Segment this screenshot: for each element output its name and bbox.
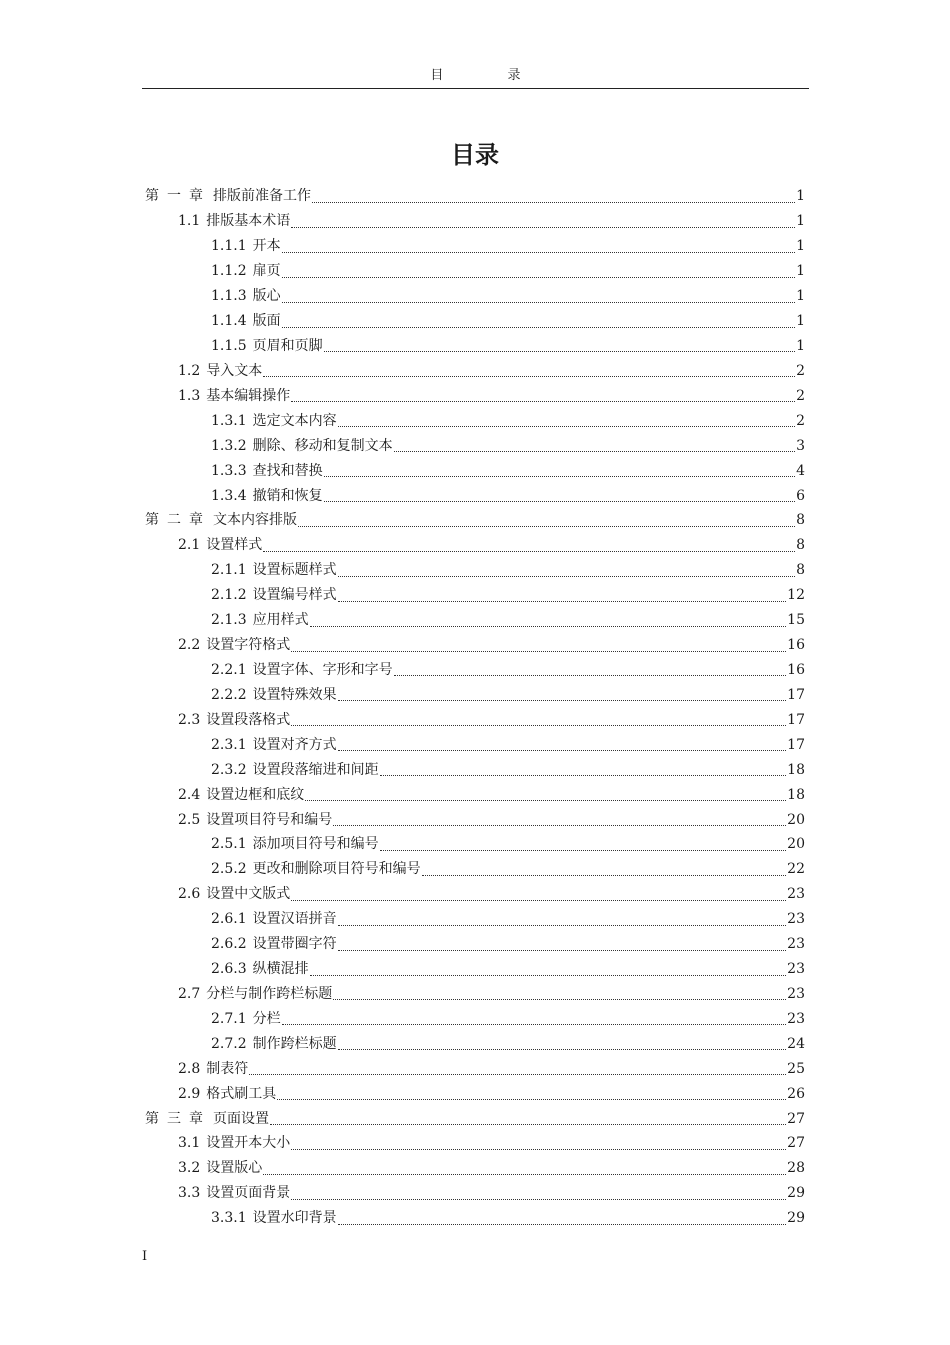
toc-entry-title: 设置版心 <box>206 1160 263 1177</box>
toc-entry[interactable] <box>0 682 950 707</box>
toc-entry[interactable] <box>0 1206 950 1231</box>
toc-entry-page: 26 <box>787 1085 805 1102</box>
toc-entry-title: 设置段落缩进和间距 <box>252 761 379 778</box>
toc-entry[interactable] <box>0 658 950 683</box>
toc-dot-leader <box>338 426 795 427</box>
toc-entry-page: 1 <box>796 313 805 330</box>
toc-dot-leader <box>324 351 795 352</box>
toc-dot-leader <box>333 825 786 826</box>
toc-entry-title: 开本 <box>252 238 281 255</box>
toc-dot-leader <box>263 376 795 377</box>
toc-dot-leader <box>270 1124 786 1125</box>
toc-entry-title: 撤销和恢复 <box>252 487 323 504</box>
toc-entry[interactable] <box>0 309 950 334</box>
toc-entry-page: 22 <box>787 861 805 878</box>
toc-entry-page: 3 <box>796 437 805 454</box>
toc-entry-title: 设置开本大小 <box>206 1135 291 1152</box>
toc-entry-number: 2.6.3 <box>211 961 247 978</box>
toc-dot-leader <box>338 750 787 751</box>
toc-entry[interactable] <box>0 707 950 732</box>
toc-entry-page: 1 <box>796 288 805 305</box>
toc-entry-title: 设置对齐方式 <box>252 736 337 753</box>
toc-entry-title: 排版基本术语 <box>206 213 291 230</box>
toc-entry-number: 第二章 <box>145 512 211 529</box>
toc-dot-leader <box>422 875 787 876</box>
toc-entry-number: 2.1.3 <box>211 612 247 629</box>
toc-entry-number: 2.2 <box>178 637 201 654</box>
toc-entry[interactable] <box>0 1156 950 1181</box>
toc-dot-leader <box>338 700 787 701</box>
toc-entry-title: 添加项目符号和编号 <box>252 836 379 853</box>
toc-entry-title: 页眉和页脚 <box>252 337 323 354</box>
toc-entry[interactable] <box>0 857 950 882</box>
toc-entry-title: 基本编辑操作 <box>206 387 291 404</box>
toc-dot-leader <box>282 302 795 303</box>
toc-entry-title: 选定文本内容 <box>252 412 337 429</box>
toc-entry[interactable] <box>0 957 950 982</box>
toc-dot-leader <box>282 277 795 278</box>
toc-entry-page: 1 <box>796 213 805 230</box>
toc-entry-title: 格式刷工具 <box>206 1085 277 1102</box>
toc-dot-leader <box>291 1149 786 1150</box>
toc-entry-page: 23 <box>787 886 805 903</box>
toc-entry-number: 1.3 <box>178 387 201 404</box>
toc-entry-number: 1.1.1 <box>211 238 247 255</box>
toc-entry-title: 设置标题样式 <box>252 562 337 579</box>
toc-dot-leader <box>338 1049 787 1050</box>
toc-entry-number: 1.1 <box>178 213 201 230</box>
toc-entry-title: 设置汉语拼音 <box>252 911 337 928</box>
toc-dot-leader <box>263 1174 786 1175</box>
toc-entry-number: 2.7 <box>178 985 201 1002</box>
toc-entry-number: 2.5.1 <box>211 836 247 853</box>
toc-entry[interactable] <box>0 508 950 533</box>
toc-entry[interactable] <box>0 757 950 782</box>
toc-entry-page: 2 <box>796 362 805 379</box>
toc-entry[interactable] <box>0 1006 950 1031</box>
toc-dot-leader <box>333 999 786 1000</box>
toc-dot-leader <box>263 551 795 552</box>
toc-entry-number: 3.2 <box>178 1160 201 1177</box>
toc-entry-number: 1.1.4 <box>211 313 247 330</box>
toc-entry-title: 文本内容排版 <box>213 512 297 529</box>
toc-entry-number: 2.3 <box>178 711 201 728</box>
toc-entry-page: 18 <box>787 786 805 803</box>
toc-entry[interactable] <box>0 1106 950 1131</box>
toc-entry-number: 2.5 <box>178 811 201 828</box>
toc-dot-leader <box>291 1199 786 1200</box>
toc-entry-page: 2 <box>796 412 805 429</box>
page-header-text: 目 录 <box>430 68 551 83</box>
toc-entry-number: 2.6.2 <box>211 936 247 953</box>
toc-dot-leader <box>394 451 795 452</box>
toc-entry[interactable] <box>0 932 950 957</box>
toc-entry-page: 8 <box>796 537 805 554</box>
toc-entry-number: 第一章 <box>145 188 211 205</box>
toc-dot-leader <box>338 1224 787 1225</box>
toc-entry[interactable] <box>0 408 950 433</box>
toc-entry-number: 2.2.2 <box>211 686 247 703</box>
toc-entry-number: 2.6.1 <box>211 911 247 928</box>
toc-entry-number: 2.1.2 <box>211 587 247 604</box>
document-title: 目录 <box>451 141 499 169</box>
toc-entry[interactable] <box>0 533 950 558</box>
toc-entry-page: 27 <box>787 1110 805 1127</box>
toc-entry-number: 1.1.3 <box>211 288 247 305</box>
toc-entry-page: 20 <box>787 811 805 828</box>
toc-entry[interactable] <box>0 284 950 309</box>
toc-dot-leader <box>380 850 787 851</box>
toc-entry-number: 2.6 <box>178 886 201 903</box>
toc-dot-leader <box>282 252 795 253</box>
toc-entry-number: 2.5.2 <box>211 861 247 878</box>
toc-entry-page: 6 <box>796 487 805 504</box>
toc-dot-leader <box>277 1099 786 1100</box>
toc-entry[interactable] <box>0 433 950 458</box>
toc-entry-title: 导入文本 <box>206 362 263 379</box>
toc-entry-page: 12 <box>787 587 805 604</box>
toc-entry[interactable] <box>0 483 950 508</box>
toc-entry-page: 23 <box>787 911 805 928</box>
toc-entry-title: 页面设置 <box>213 1110 269 1127</box>
toc-entry-page: 1 <box>796 337 805 354</box>
toc-entry-number: 2.2.1 <box>211 661 247 678</box>
toc-entry-number: 3.3.1 <box>211 1210 247 1227</box>
toc-entry-title: 设置边框和底纹 <box>206 786 305 803</box>
toc-entry-title: 设置页面背景 <box>206 1185 291 1202</box>
toc-entry-title: 查找和替换 <box>252 462 323 479</box>
toc-entry-title: 设置段落格式 <box>206 711 291 728</box>
toc-entry-page: 1 <box>796 263 805 280</box>
toc-entry-title: 设置带圈字符 <box>252 936 337 953</box>
toc-entry[interactable] <box>0 234 950 259</box>
toc-entry-title: 设置特殊效果 <box>252 686 337 703</box>
toc-entry-number: 1.2 <box>178 362 201 379</box>
toc-dot-leader <box>282 327 795 328</box>
toc-entry[interactable] <box>0 608 950 633</box>
toc-entry-number: 2.7.2 <box>211 1035 247 1052</box>
toc-entry-number: 1.3.3 <box>211 462 247 479</box>
toc-dot-leader <box>305 800 786 801</box>
toc-entry-title: 设置水印背景 <box>252 1210 337 1227</box>
toc-entry-page: 8 <box>796 562 805 579</box>
toc-entry-page: 27 <box>787 1135 805 1152</box>
toc-entry[interactable] <box>0 259 950 284</box>
toc-entry-number: 1.3.2 <box>211 437 247 454</box>
toc-entry-page: 15 <box>787 612 805 629</box>
toc-entry-number: 2.9 <box>178 1085 201 1102</box>
toc-entry-title: 版面 <box>252 313 281 330</box>
toc-entry[interactable] <box>0 583 950 608</box>
page-footer-number: I <box>142 1249 148 1264</box>
toc-entry-page: 17 <box>787 686 805 703</box>
toc-entry[interactable] <box>0 383 950 408</box>
toc-entry-page: 29 <box>787 1210 805 1227</box>
toc-dot-leader <box>394 675 787 676</box>
toc-entry-page: 16 <box>787 637 805 654</box>
toc-entry-title: 设置样式 <box>206 537 263 554</box>
toc-entry-page: 4 <box>796 462 805 479</box>
toc-entry-title: 制表符 <box>206 1060 249 1077</box>
toc-entry-number: 2.1.1 <box>211 562 247 579</box>
toc-entry-number: 第三章 <box>145 1110 211 1127</box>
toc-entry[interactable] <box>0 358 950 383</box>
toc-entry-title: 设置编号样式 <box>252 587 337 604</box>
toc-entry-page: 16 <box>787 661 805 678</box>
toc-entry-title: 更改和删除项目符号和编号 <box>252 861 421 878</box>
toc-entry-number: 2.3.1 <box>211 736 247 753</box>
toc-entry[interactable] <box>0 633 950 658</box>
toc-entry-page: 24 <box>787 1035 805 1052</box>
toc-entry[interactable] <box>0 982 950 1007</box>
toc-entry-page: 2 <box>796 387 805 404</box>
toc-entry-page: 17 <box>787 736 805 753</box>
toc-entry[interactable] <box>0 184 950 209</box>
toc-entry-title: 设置字体、字形和字号 <box>252 661 393 678</box>
toc-entry-number: 3.1 <box>178 1135 201 1152</box>
toc-entry-page: 23 <box>787 936 805 953</box>
toc-entry-title: 应用样式 <box>252 612 309 629</box>
toc-entry-number: 2.4 <box>178 786 201 803</box>
toc-dot-leader <box>291 227 795 228</box>
toc-entry-title: 排版前准备工作 <box>213 188 311 205</box>
page-header <box>142 66 809 89</box>
toc-entry-title: 版心 <box>252 288 281 305</box>
toc-dot-leader <box>380 775 787 776</box>
toc-entry-page: 23 <box>787 961 805 978</box>
toc-entry-number: 2.7.1 <box>211 1010 247 1027</box>
toc-entry[interactable] <box>0 334 950 359</box>
toc-entry[interactable] <box>0 732 950 757</box>
toc-entry-title: 分栏 <box>252 1010 281 1027</box>
toc-entry-title: 制作跨栏标题 <box>252 1035 337 1052</box>
toc-entry-page: 17 <box>787 711 805 728</box>
toc-dot-leader <box>282 1024 787 1025</box>
toc-entry[interactable] <box>0 209 950 234</box>
toc-entry[interactable] <box>0 807 950 832</box>
toc-entry-number: 2.1 <box>178 537 201 554</box>
toc-dot-leader <box>310 626 787 627</box>
toc-entry[interactable] <box>0 1181 950 1206</box>
table-of-contents <box>0 184 950 1231</box>
toc-dot-leader <box>324 501 795 502</box>
toc-dot-leader <box>338 925 787 926</box>
toc-dot-leader <box>324 476 795 477</box>
toc-entry[interactable] <box>0 1031 950 1056</box>
toc-entry[interactable] <box>0 907 950 932</box>
toc-entry[interactable] <box>0 882 950 907</box>
toc-entry-number: 1.3.1 <box>211 412 247 429</box>
toc-entry-page: 25 <box>787 1060 805 1077</box>
toc-entry-page: 20 <box>787 836 805 853</box>
toc-dot-leader <box>291 900 786 901</box>
toc-dot-leader <box>291 725 786 726</box>
toc-entry-title: 扉页 <box>252 263 281 280</box>
toc-entry-number: 2.3.2 <box>211 761 247 778</box>
toc-dot-leader <box>291 401 795 402</box>
toc-entry[interactable] <box>0 558 950 583</box>
toc-dot-leader <box>249 1074 786 1075</box>
toc-dot-leader <box>338 601 787 602</box>
toc-entry-title: 纵横混排 <box>252 961 309 978</box>
toc-entry-page: 23 <box>787 1010 805 1027</box>
toc-entry-title: 分栏与制作跨栏标题 <box>206 985 333 1002</box>
toc-entry[interactable] <box>0 832 950 857</box>
toc-dot-leader <box>338 576 795 577</box>
toc-entry-page: 18 <box>787 761 805 778</box>
toc-entry-page: 29 <box>787 1185 805 1202</box>
toc-entry-page: 1 <box>796 188 805 205</box>
toc-entry[interactable] <box>0 1081 950 1106</box>
toc-entry[interactable] <box>0 782 950 807</box>
toc-entry-title: 设置中文版式 <box>206 886 291 903</box>
toc-entry-page: 8 <box>796 512 805 529</box>
toc-entry-page: 28 <box>787 1160 805 1177</box>
toc-entry-number: 1.3.4 <box>211 487 247 504</box>
toc-entry-page: 23 <box>787 985 805 1002</box>
toc-entry[interactable] <box>0 1056 950 1081</box>
toc-dot-leader <box>338 950 787 951</box>
toc-dot-leader <box>312 202 795 203</box>
toc-entry[interactable] <box>0 1131 950 1156</box>
toc-entry-title: 设置项目符号和编号 <box>206 811 333 828</box>
toc-dot-leader <box>298 526 795 527</box>
toc-dot-leader <box>310 975 787 976</box>
toc-entry-number: 3.3 <box>178 1185 201 1202</box>
toc-entry-title: 设置字符格式 <box>206 637 291 654</box>
toc-entry[interactable] <box>0 458 950 483</box>
toc-entry-number: 1.1.2 <box>211 263 247 280</box>
toc-entry-number: 2.8 <box>178 1060 201 1077</box>
toc-entry-page: 1 <box>796 238 805 255</box>
toc-entry-title: 删除、移动和复制文本 <box>252 437 393 454</box>
toc-dot-leader <box>291 651 786 652</box>
toc-entry-number: 1.1.5 <box>211 337 247 354</box>
